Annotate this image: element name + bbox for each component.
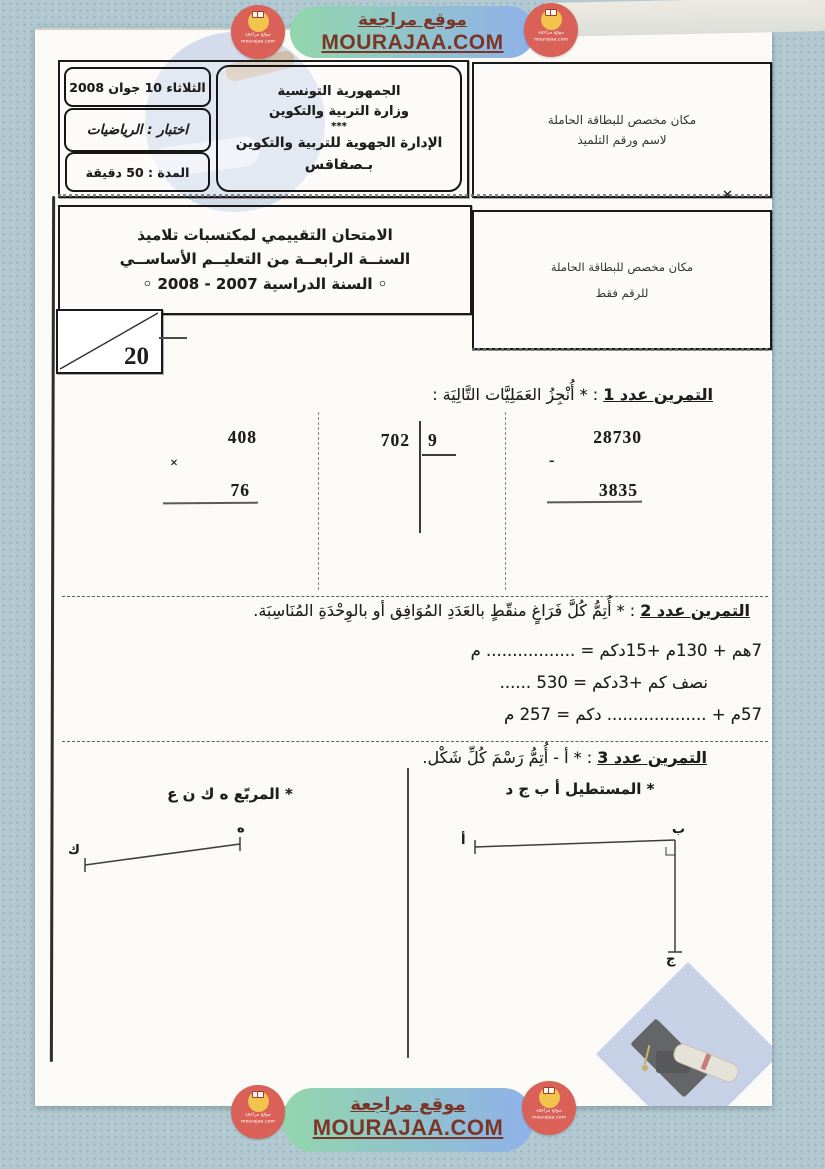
division-bracket-bar bbox=[419, 421, 421, 533]
ministry-line: وزارة التربية والتكوين bbox=[268, 103, 410, 119]
equation-3: 57م + ................... دكم = 257 م bbox=[504, 705, 762, 724]
exercise2-title bbox=[253, 601, 750, 620]
point-label-ha: ه bbox=[237, 821, 245, 836]
logo-text-ar: موقع مراجعة bbox=[538, 29, 564, 35]
site-url[interactable]: MOURAJAA.COM bbox=[312, 1115, 504, 1140]
directorate-line: الإدارة الجهوية للتربية والتكوين bbox=[235, 134, 443, 151]
division-quotient-line bbox=[422, 454, 456, 456]
book-icon bbox=[252, 1091, 264, 1098]
logo-text-url: mourajaa.com bbox=[531, 1114, 567, 1120]
logo-text-ar: موقع مراجعة bbox=[536, 1107, 562, 1113]
hatch-divider bbox=[58, 194, 768, 197]
exam-date: الثلاثاء 10 جوان 2008 bbox=[69, 79, 206, 95]
multiplication-factor1: 408 bbox=[227, 427, 257, 447]
point-label-alif: أ bbox=[461, 833, 466, 848]
name-card-box bbox=[472, 62, 772, 198]
score-box bbox=[56, 309, 163, 374]
section-divider-1 bbox=[62, 596, 768, 597]
exercise2-heading: التمرين عدد 2 bbox=[640, 601, 750, 620]
subtraction-subtrahend: 3835 bbox=[599, 480, 638, 500]
book-icon bbox=[545, 9, 557, 16]
score-box-tick bbox=[159, 337, 187, 339]
graduation-cap-watermark bbox=[610, 1005, 770, 1106]
division-divisor: 9 bbox=[428, 430, 438, 450]
site-logo-top-right[interactable] bbox=[524, 3, 578, 57]
exercise3-instruction: : * أ - أُتِمُّ رَسْمَ كُلِّ شَكْل. bbox=[422, 748, 598, 767]
logo-text-url: mourajaa.com bbox=[240, 1118, 276, 1124]
site-url[interactable]: MOURAJAA.COM bbox=[321, 31, 504, 54]
subtraction-operator: - bbox=[549, 452, 556, 469]
logo-badge bbox=[248, 11, 269, 32]
multiplication-operator: × bbox=[170, 456, 179, 471]
exam-title-line2: السنــة الرابعــة من التعليــم الأساســي bbox=[119, 249, 411, 268]
equation-2: نصف كم +3دكم = 530 ...... bbox=[499, 673, 708, 692]
republic-line: الجمهورية التونسية bbox=[277, 83, 401, 99]
name-card-line2: لاسم ورقم التلميذ bbox=[577, 133, 667, 147]
site-logo-top-left[interactable] bbox=[231, 5, 285, 59]
exercise1-heading: التمرين عدد 1 bbox=[603, 385, 713, 404]
book-icon bbox=[252, 11, 264, 18]
exercise1-instruction: : * أُنْجِزُ العَمَلِيَّات التَّالِيَة : bbox=[432, 385, 604, 404]
division-dividend: 702 bbox=[380, 430, 410, 450]
square-label: * المربّع ه ك ن ع bbox=[167, 785, 293, 803]
operations-separator-1 bbox=[318, 412, 319, 590]
logo-text-url: mourajaa.com bbox=[240, 38, 276, 44]
number-card-box bbox=[472, 210, 772, 350]
site-banner-top[interactable] bbox=[290, 6, 535, 58]
exam-date-box bbox=[64, 67, 211, 107]
logo-text-ar: موقع مراجعة bbox=[245, 31, 271, 37]
multiplication-factor2: 76 bbox=[230, 480, 250, 500]
logo-text-ar: موقع مراجعة bbox=[245, 1111, 271, 1117]
diploma-ribbon bbox=[701, 1054, 712, 1071]
point-label-jim: ج bbox=[666, 952, 676, 967]
exam-duration: المدة : 50 دقيقة bbox=[85, 164, 190, 180]
operations-separator-2 bbox=[505, 412, 506, 590]
book-icon bbox=[543, 1087, 555, 1094]
site-name-arabic[interactable]: موقع مراجعة bbox=[350, 1094, 466, 1115]
logo-badge bbox=[539, 1087, 560, 1108]
exercise3-title bbox=[422, 748, 707, 767]
equation-1: 7هم + 130م +15دكم = ................. م bbox=[470, 641, 762, 660]
scan-edge-band bbox=[545, 0, 825, 37]
city-line: بـصفاقس bbox=[304, 156, 374, 173]
logo-badge bbox=[541, 9, 562, 30]
exam-title-frame bbox=[58, 205, 472, 315]
site-logo-bottom-left[interactable] bbox=[231, 1085, 285, 1139]
exam-subject: اختبار : الرياضيات bbox=[86, 122, 189, 138]
school-year-line: ◦ السنة الدراسية 2007 - 2008 ◦ bbox=[142, 274, 388, 293]
logo-text-url: mourajaa.com bbox=[533, 36, 569, 42]
subtraction-minuend: 28730 bbox=[593, 427, 642, 447]
point-label-ba: ب bbox=[672, 822, 686, 837]
site-logo-bottom-right[interactable] bbox=[522, 1081, 576, 1135]
section-divider-2 bbox=[62, 741, 768, 742]
shapes-separator bbox=[407, 768, 409, 1058]
name-card-line1: مكان مخصص للبطاقة الحاملة bbox=[547, 113, 697, 127]
corner-cross-mark: ✕ bbox=[722, 188, 733, 203]
logo-badge bbox=[248, 1091, 269, 1112]
exam-title-line1: الامتحان التقييمي لمكتسبات تلاميذ bbox=[137, 225, 393, 244]
ministry-box bbox=[216, 65, 462, 192]
number-card-line2: للرقم فقط bbox=[595, 286, 649, 300]
site-banner-bottom[interactable] bbox=[283, 1088, 533, 1152]
score-total: 20 bbox=[124, 343, 149, 370]
exercise2-instruction: : * أُتِمُّ كُلَّ فَرَاغٍ منقّطٍ بالعَدَدِ المُوَافِق أو بالوِحْدَةِ المُنَاسِبَة. bbox=[253, 601, 641, 620]
exercise1-title bbox=[432, 385, 713, 404]
hatch-divider-2 bbox=[472, 348, 768, 351]
exam-duration-box bbox=[65, 152, 210, 192]
point-label-kaf: ك bbox=[68, 843, 80, 858]
rectangle-sides-drawing bbox=[455, 826, 695, 971]
rectangle-label: * المستطيل أ ب ج د bbox=[505, 780, 655, 798]
square-side-drawing bbox=[70, 818, 250, 878]
exercise3-heading: التمرين عدد 3 bbox=[597, 748, 707, 767]
site-name-arabic[interactable]: موقع مراجعة bbox=[358, 10, 467, 30]
separator-stars: *** bbox=[331, 120, 347, 132]
exam-subject-box bbox=[64, 108, 211, 152]
tassel-dot bbox=[642, 1065, 648, 1071]
number-card-line1: مكان مخصص للبطاقة الحاملة bbox=[550, 260, 694, 274]
